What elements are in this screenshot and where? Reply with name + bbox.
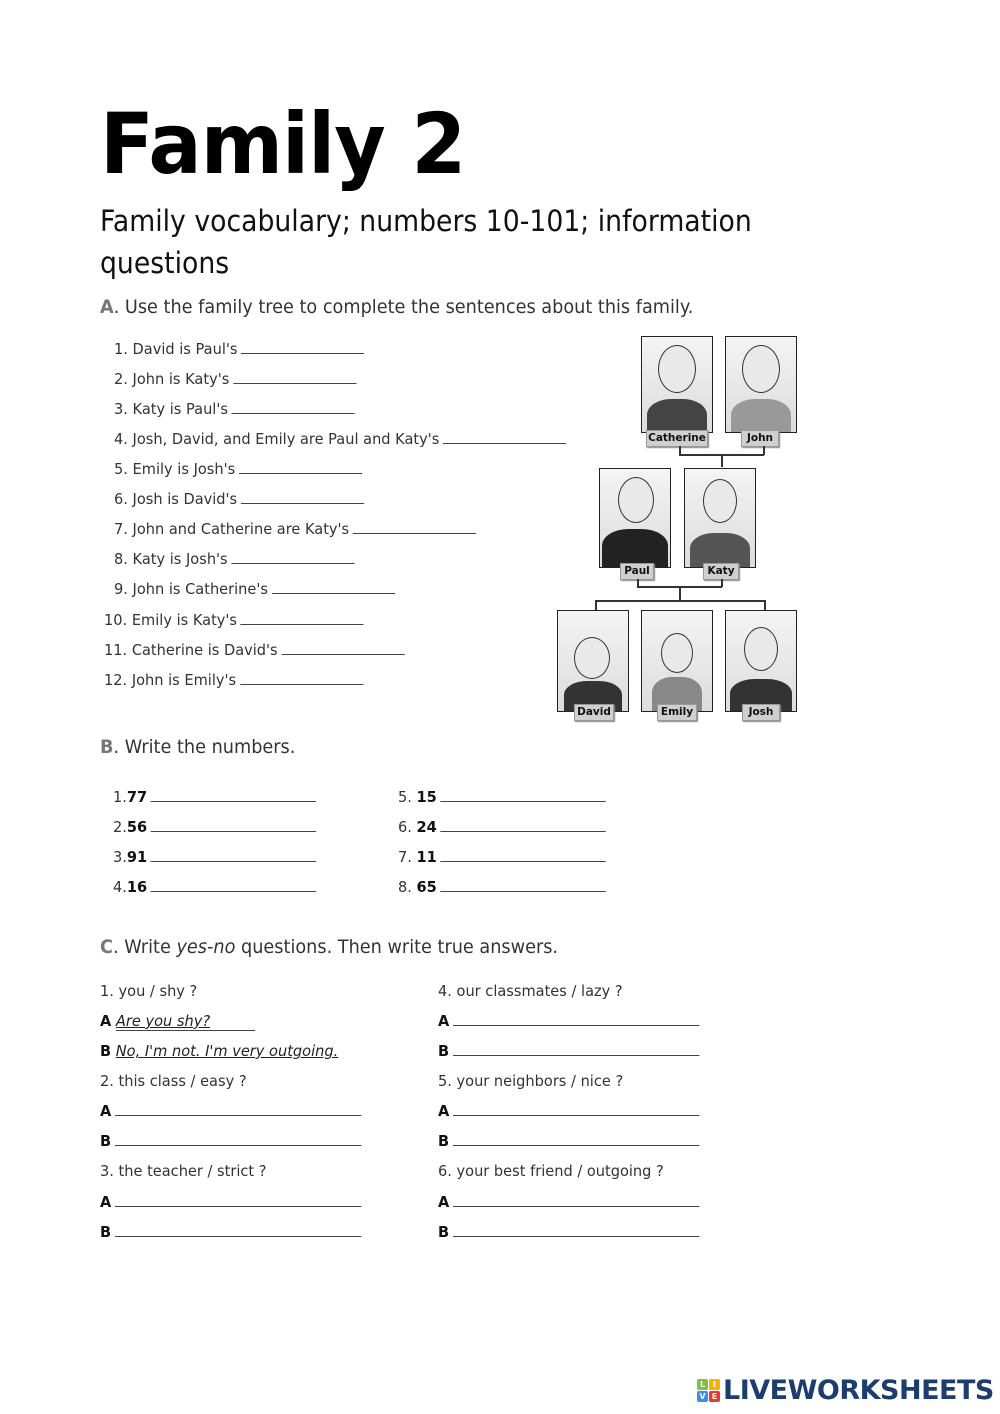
item-text: Catherine is David's (131, 641, 278, 659)
section-instruction-italic: yes-no (176, 936, 236, 958)
item-number: 1. (113, 788, 127, 806)
name-tag: Emily (657, 704, 697, 721)
item-number: 8. (114, 550, 128, 568)
number-value: 65 (416, 878, 437, 896)
item-number: 4. (114, 430, 128, 448)
answer-blank[interactable] (151, 800, 316, 802)
name-tag: Katy (703, 563, 739, 580)
label-b: B (100, 1223, 112, 1241)
item-number: 8. (398, 878, 417, 896)
name-tag: John (741, 430, 779, 447)
number-value: 24 (416, 818, 437, 836)
answer-blank[interactable] (241, 502, 364, 504)
item-number: 6. (398, 818, 417, 836)
answer-a-field[interactable] (115, 1205, 361, 1207)
answer-b-row (438, 1223, 699, 1241)
list-item (114, 550, 355, 568)
list-item (114, 340, 364, 358)
list-item (104, 611, 364, 629)
item-number: 7. (114, 520, 128, 538)
item-text: David is Paul's (132, 340, 238, 358)
label-b: B (438, 1223, 450, 1241)
item-number: 5. (114, 460, 128, 478)
label-a: A (100, 1102, 112, 1120)
logo-tile-v: V (697, 1391, 708, 1402)
item-text: Katy is Josh's (132, 550, 228, 568)
answer-a-field[interactable] (115, 1114, 361, 1116)
section-instruction: . Write (112, 936, 177, 958)
number-item (398, 788, 606, 806)
family-tree-image (553, 333, 808, 733)
question-prompt: 4. our classmates / lazy ? (438, 982, 623, 1000)
answer-blank[interactable] (231, 562, 354, 564)
answer-a-field[interactable] (453, 1024, 699, 1026)
sample-answer: Are you shy? (115, 1012, 211, 1030)
item-number: 12. (104, 671, 128, 689)
item-number: 3. (114, 400, 128, 418)
item-number: 6. (114, 490, 128, 508)
answer-b-row (100, 1042, 338, 1060)
number-item (113, 788, 316, 806)
portrait-katy (684, 468, 756, 568)
list-item (114, 490, 364, 508)
list-item (104, 641, 405, 659)
item-text: John is Katy's (132, 370, 230, 388)
number-value: 16 (126, 878, 148, 896)
number-value: 91 (126, 848, 148, 866)
label-a: A (438, 1012, 450, 1030)
answer-b-row (438, 1042, 699, 1060)
label-a: A (100, 1193, 112, 1211)
number-item (398, 848, 606, 866)
number-item (398, 878, 606, 896)
section-letter: A (100, 296, 114, 318)
answer-b-row (100, 1132, 361, 1150)
item-text: Josh is David's (132, 490, 238, 508)
answer-a-row (100, 1193, 361, 1211)
answer-a-row (438, 1012, 699, 1030)
item-number: 2. (113, 818, 127, 836)
number-value: 77 (126, 788, 148, 806)
logo-text: LIVEWORKSHEETS (723, 1375, 994, 1406)
answer-b-field[interactable]: No, I'm not. I'm very outgoing. (115, 1042, 339, 1060)
label-a: A (100, 1012, 112, 1030)
answer-blank[interactable] (151, 860, 316, 862)
item-text: John and Catherine are Katy's (132, 520, 350, 538)
number-value: 15 (416, 788, 437, 806)
logo-tile-e: E (709, 1391, 720, 1402)
question-prompt: 3. the teacher / strict ? (100, 1162, 267, 1180)
name-tag: Josh (742, 704, 780, 721)
list-item (114, 430, 566, 448)
number-value: 11 (416, 848, 437, 866)
list-item (114, 520, 476, 538)
answer-b-field[interactable] (453, 1054, 699, 1056)
item-text: Josh, David, and Emily are Paul and Katy's (132, 430, 440, 448)
list-item (104, 671, 363, 689)
number-item (113, 878, 316, 896)
answer-b-field[interactable] (453, 1235, 699, 1237)
answer-b-field[interactable] (115, 1235, 361, 1237)
item-number: 3. (113, 848, 127, 866)
page-subtitle: Family vocabulary; numbers 10-101; information questions (100, 204, 752, 280)
item-number: 5. (398, 788, 417, 806)
list-item (114, 580, 395, 598)
name-tag: Paul (620, 563, 654, 580)
portrait-josh (725, 610, 797, 712)
name-tag: Catherine (646, 430, 708, 447)
answer-blank[interactable] (443, 442, 566, 444)
answer-blank[interactable] (151, 830, 316, 832)
answer-b-field[interactable] (453, 1144, 699, 1146)
question-prompt: 1. you / shy ? (100, 982, 198, 1000)
section-letter: B (100, 736, 114, 758)
answer-blank[interactable] (241, 623, 364, 625)
item-number: 11. (104, 641, 128, 659)
portrait-david (557, 610, 629, 712)
number-item (113, 818, 316, 836)
label-b: B (438, 1042, 450, 1060)
page-title: Family 2 (100, 95, 466, 193)
answer-blank[interactable] (232, 412, 355, 414)
item-number: 2. (114, 370, 128, 388)
answer-blank[interactable] (281, 653, 404, 655)
question-prompt: 5. your neighbors / nice ? (438, 1072, 624, 1090)
answer-a-field[interactable] (116, 1012, 255, 1031)
answer-blank[interactable] (441, 860, 606, 862)
item-number: 10. (104, 611, 128, 629)
section-instruction: . Use the family tree to complete the sentences about this family. (113, 296, 694, 318)
question-prompt: 6. your best friend / outgoing ? (438, 1162, 664, 1180)
answer-blank[interactable] (241, 352, 364, 354)
answer-b-field[interactable] (115, 1144, 361, 1146)
number-value: 56 (126, 818, 148, 836)
answer-blank[interactable] (441, 830, 606, 832)
answer-a-row (438, 1193, 699, 1211)
label-a: A (438, 1102, 450, 1120)
answer-blank[interactable] (441, 890, 606, 892)
answer-blank[interactable] (272, 592, 395, 594)
answer-b-row (438, 1132, 699, 1150)
list-item (114, 400, 355, 418)
answer-blank[interactable] (353, 532, 476, 534)
label-a: A (438, 1193, 450, 1211)
section-instruction: questions. Then write true answers. (235, 936, 559, 958)
logo-tile-i: I (709, 1379, 720, 1390)
answer-blank[interactable] (239, 472, 362, 474)
label-b: B (100, 1042, 112, 1060)
section-letter: C (100, 936, 113, 958)
section-a-heading (100, 296, 693, 318)
portrait-emily (641, 610, 713, 712)
logo-tile-l: L (697, 1379, 708, 1390)
section-b-heading (100, 736, 295, 758)
label-b: B (438, 1132, 450, 1150)
item-number: 9. (114, 580, 128, 598)
list-item (114, 460, 362, 478)
item-text: John is Catherine's (132, 580, 268, 598)
answer-blank[interactable] (441, 800, 606, 802)
portrait-paul (599, 468, 671, 568)
portrait-catherine (641, 336, 713, 433)
answer-a-row (100, 1102, 361, 1120)
number-item (113, 848, 316, 866)
item-number: 4. (113, 878, 127, 896)
item-text: Emily is Katy's (131, 611, 237, 629)
name-tag: David (574, 704, 614, 721)
item-text: John is Emily's (131, 671, 237, 689)
answer-a-field[interactable] (453, 1114, 699, 1116)
answer-blank[interactable] (151, 890, 316, 892)
section-instruction: . Write the numbers. (113, 736, 296, 758)
item-text: Emily is Josh's (132, 460, 236, 478)
item-number: 1. (114, 340, 128, 358)
label-b: B (100, 1132, 112, 1150)
section-c-heading (100, 936, 558, 958)
answer-blank[interactable] (240, 683, 363, 685)
answer-a-row (100, 1012, 255, 1031)
answer-blank[interactable] (233, 382, 356, 384)
answer-b-row (100, 1223, 361, 1241)
portrait-john (725, 336, 797, 433)
number-item (398, 818, 606, 836)
question-prompt: 2. this class / easy ? (100, 1072, 247, 1090)
answer-a-field[interactable] (453, 1205, 699, 1207)
item-text: Katy is Paul's (132, 400, 228, 418)
answer-a-row (438, 1102, 699, 1120)
item-number: 7. (398, 848, 417, 866)
list-item (114, 370, 356, 388)
